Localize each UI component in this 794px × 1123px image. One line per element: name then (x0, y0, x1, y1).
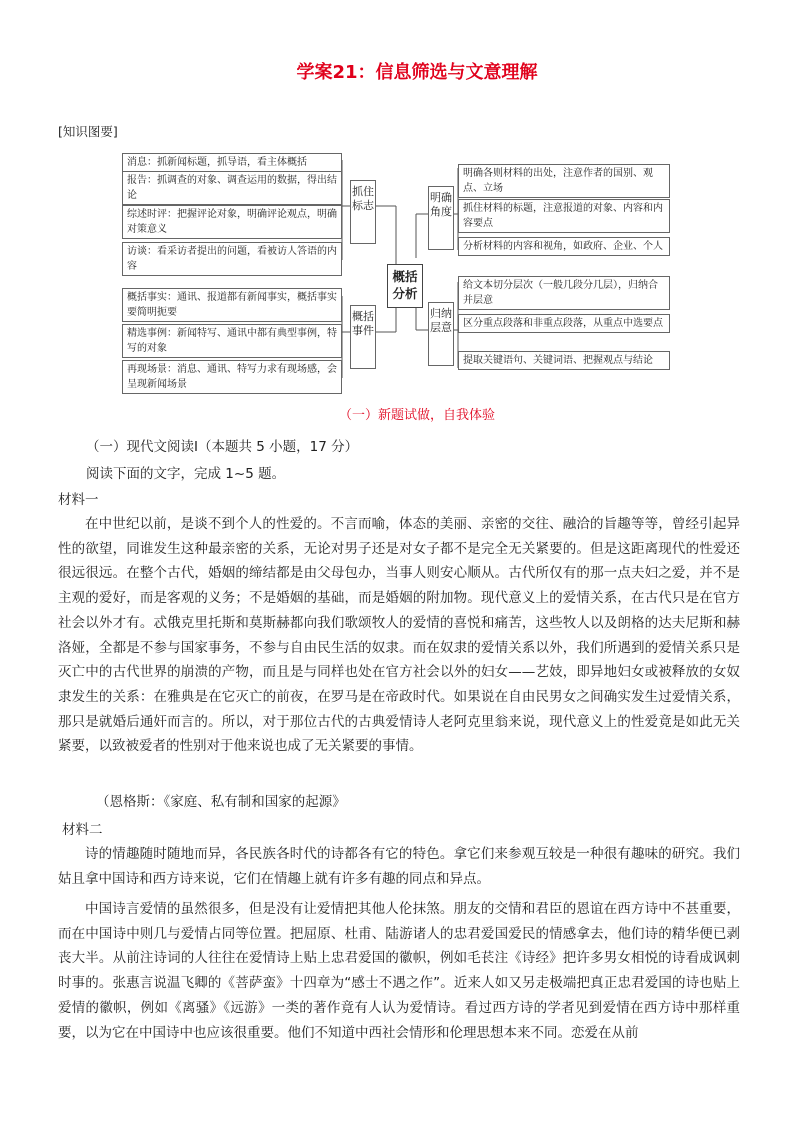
right1-item-2: 抓住材料的标题，注意报道的对象、内容和内容要点 (458, 199, 670, 233)
right2-item-2: 区分重点段落和非重点段落，从重点中选要点 (458, 314, 670, 333)
center-label: 概括分析 (387, 264, 423, 308)
left1-label: 抓住标志 (350, 180, 376, 244)
right2-item-3: 提取关键语句、关键词语、把握观点与结论 (458, 351, 670, 370)
right2-item-1: 给文本切分层次（一般几段分几层），归纳合并层意 (458, 276, 670, 310)
right1-item-3: 分析材料的内容和视角，如政府、企业、个人 (458, 237, 670, 256)
left1-item-3: 综述时评：把握评论对象，明确评论观点，明确对策意义 (122, 205, 342, 239)
left2-item-2: 精选事例：新闻特写、通讯中都有典型事例，特写的对象 (122, 324, 342, 358)
right2-label: 归纳层意 (428, 302, 454, 366)
left2-item-1: 概括事实：通讯、报道都有新闻事实，概括事实要简明扼要 (122, 288, 342, 322)
diagram-connectors (0, 0, 794, 400)
left2-item-3: 再现场景：消息、通讯、特写力求有现场感，会呈现新闻场景 (122, 360, 342, 394)
material1-label: 材料一 (58, 492, 99, 508)
material2-paragraph-1: 诗的情趣随时随地而异，各民族各时代的诗都各有它的特色。拿它们来参观互较是一种很有趣味的研究。我们姑且拿中国诗和西方诗来说，它们在情趣上就有许多有趣的同点和异点。 (58, 846, 740, 887)
material1-paragraph: 在中世纪以前，是谈不到个人的性爱的。不言而喻，体态的美丽、亲密的交往、融洽的旨趣等等，曾经引起异性的欲望，同谁发生这种最亲密的关系，无论对男子还是对女子都不是完全无关紧要的。但是这距离现代的性爱还很远很远。在整个古代，婚姻的缔结都是由父母包办，当事人则安心顺从。古代所仅有的那一点夫妇之爱，并不是主观的爱好，而是客观的义务；不是婚姻的基础，而是婚姻的附加物。现代意义上的爱情关系，在古代只是在官方社会以外才有。忒俄克里托斯和莫斯赫都向我们歌颂牧人的爱情的喜悦和痛苦，这些牧人以及朗格的达夫尼斯和赫洛娅，全都是不参与国家事务，不参与自由民生活的奴隶。而在奴隶的爱情关系以外，我们所遇到的爱情关系只是灭亡中的古代世界的崩溃的产物，而且是与同样也处在官方社会以外的妇女——艺妓，即异地妇女或被释放的女奴隶发生的关系：在雅典是在它灭亡的前夜，在罗马是在帝政时代。如果说在自由民男女之间确实发生过爱情关系，那只是就婚后通奸而言的。所以，对于那位古代的古典爱情诗人老阿克里翁来说，现代意义上的性爱竟是如此无关紧要，以致被爱者的性别对于他来说也成了无关紧要的事情。 (58, 516, 740, 755)
left2-label: 概括事件 (350, 305, 376, 369)
material2-paragraph-2: 中国诗言爱情的虽然很多，但是没有让爱情把其他人伦抹煞。朋友的交情和君臣的恩谊在西方诗中不甚重要，而在中国诗中则几与爱情占同等位置。把屈原、杜甫、陆游诸人的忠君爱国爱民的情感拿去，他们诗的精华便已剥丧大半。从前注诗词的人往往在爱情诗上贴上忠君爱国的徽帜，例如毛苌注《诗经》把许多男女相悦的诗看成讽刺时事的。张惠言说温飞卿的《菩萨蛮》十四章为“感士不遇之作”。近来人如又另走极端把真正忠君爱国的诗也贴上爱情的徽帜，例如《离骚》《远游》一类的著作竟有人认为爱情诗。看过西方诗的学者见到爱情在西方诗中那样重要，以为它在中国诗中也应该很重要。他们不知道中西社会情形和伦理思想本来不同。恋爱在从前 (58, 901, 740, 1041)
left1-item-2: 报告：抓调查的对象、调查运用的数据，得出结论 (122, 171, 342, 205)
right1-item-1: 明确各则材料的出处，注意作者的国别、观点、立场 (458, 164, 670, 198)
material2-label: 材料二 (62, 822, 103, 838)
question-heading: （一）现代文阅读Ⅰ（本题共 5 小题，17 分） (86, 439, 359, 455)
section-heading: （一）新题试做，自我体验 (338, 408, 495, 423)
page-title: 学案21：信息筛选与文意理解 (296, 62, 538, 83)
right1-label: 明确角度 (428, 186, 454, 250)
knowledge-label: [知识图要] (58, 124, 118, 139)
left1-item-1: 消息：抓新闻标题，抓导语，看主体概括 (122, 153, 342, 172)
material1-source: （恩格斯：《家庭、私有制和国家的起源》 (96, 794, 346, 810)
left1-item-4: 访谈：看采访者提出的问题，看被访人答语的内容 (122, 242, 342, 276)
instruction: 阅读下面的文字，完成 1~5 题。 (86, 466, 286, 482)
